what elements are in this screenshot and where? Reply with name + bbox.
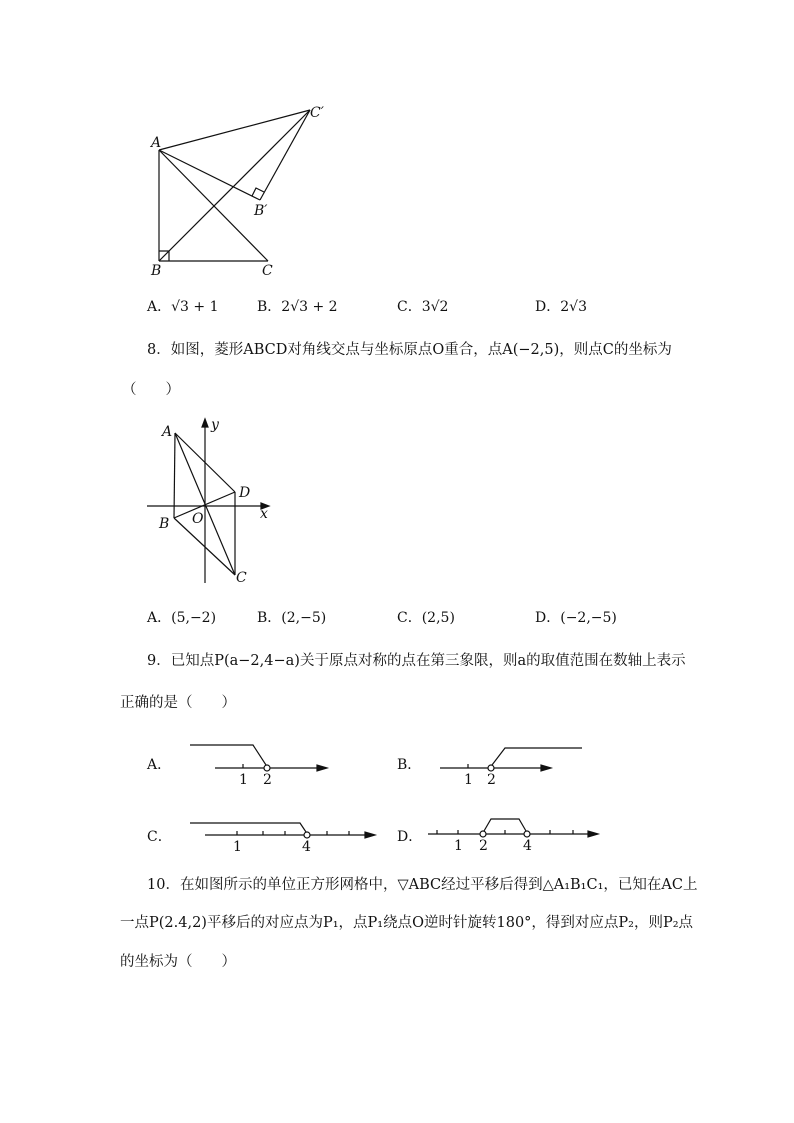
label-c-prime: C′ xyxy=(310,105,324,121)
q9-stem-line2: 正确的是（ ） xyxy=(120,695,236,711)
solution-ray xyxy=(190,823,306,832)
label-c: C xyxy=(236,570,247,586)
option-text: 2√3 xyxy=(560,299,587,315)
q7-option-a[interactable] xyxy=(147,296,219,316)
option-letter: C． xyxy=(397,299,422,315)
q9-option-b-letter[interactable]: B． xyxy=(397,757,422,773)
segment-b-c-prime xyxy=(159,110,310,261)
q7-option-b[interactable] xyxy=(257,296,338,316)
open-endpoint xyxy=(488,765,494,771)
option-text: 3√2 xyxy=(421,299,449,315)
option-letter: B． xyxy=(257,299,282,315)
solution-ray xyxy=(492,748,582,765)
option-text: (−2,−5) xyxy=(560,610,617,626)
option-text: √3 + 1 xyxy=(171,299,219,315)
open-endpoint xyxy=(264,765,270,771)
tick-label: 1 xyxy=(464,772,473,788)
solution-segment xyxy=(484,819,526,831)
open-endpoint xyxy=(304,832,310,838)
label-x: x xyxy=(260,506,268,522)
axis-arrow xyxy=(588,831,598,837)
option-text: (2,−5) xyxy=(281,610,327,626)
label-y: y xyxy=(211,417,219,433)
label-c: C xyxy=(262,263,273,279)
q7-figure xyxy=(140,95,350,285)
q9-stem-line1: 9．已知点P(a−2,4−a)关于原点对称的点在第三象限，则a的取值范围在数轴上表示 xyxy=(147,653,686,669)
option-text: 2√3 + 2 xyxy=(281,299,338,315)
option-letter: D． xyxy=(535,610,561,626)
option-letter: B． xyxy=(257,610,282,626)
q9-option-c-letter[interactable]: C． xyxy=(147,829,172,845)
tick-label: 2 xyxy=(263,772,272,788)
tick-label: 2 xyxy=(479,838,488,854)
option-letter: A． xyxy=(147,299,172,315)
tick-label: 1 xyxy=(233,839,242,855)
open-endpoint xyxy=(524,831,530,837)
option-letter: D． xyxy=(535,299,561,315)
q8-option-b[interactable] xyxy=(257,607,326,627)
label-a: A xyxy=(151,135,162,151)
label-b: B xyxy=(159,516,170,532)
q8-option-c[interactable] xyxy=(397,607,455,627)
option-letter: C． xyxy=(397,610,422,626)
axis-arrow xyxy=(365,832,375,838)
label-d: D xyxy=(239,485,251,501)
q7-option-c[interactable] xyxy=(397,296,448,316)
label-a: A xyxy=(162,424,173,440)
q10-stem-line1: 10．在如图所示的单位正方形网格中，▽ABC经过平移后得到△A₁B₁C₁，已知在AC上 xyxy=(147,877,698,893)
label-b-prime: B′ xyxy=(254,203,268,219)
open-endpoint xyxy=(480,831,486,837)
label-b: B xyxy=(151,263,162,279)
q7-option-d[interactable] xyxy=(535,296,587,316)
q8-stem-line2: （ ） xyxy=(122,382,180,398)
q8-stem-line1: 8．如图，菱形ABCD对角线交点与坐标原点O重合，点A(−2,5)，则点C的坐标为 xyxy=(147,342,672,358)
y-axis-arrow xyxy=(202,419,208,427)
option-text: (2,5) xyxy=(421,610,455,626)
q9-option-d-letter[interactable]: D． xyxy=(397,829,423,845)
q9-option-a-number-line[interactable] xyxy=(185,738,335,788)
tick-label: 4 xyxy=(302,839,311,855)
q9-option-d-number-line[interactable] xyxy=(425,812,605,854)
right-angle-mark-b-prime xyxy=(252,188,264,196)
q8-figure xyxy=(145,415,280,590)
q8-option-a[interactable] xyxy=(147,607,216,627)
q10-stem-line3: 的坐标为（ ） xyxy=(120,954,236,970)
label-o: O xyxy=(192,511,204,527)
q9-option-c-number-line[interactable] xyxy=(185,815,385,855)
tick-label: 1 xyxy=(454,838,463,854)
segment-ac-prime xyxy=(159,110,310,150)
rhombus-side-ab xyxy=(174,433,175,518)
segment-b-prime-c-prime xyxy=(260,110,310,200)
q8-option-d[interactable] xyxy=(535,607,617,627)
tick-label: 1 xyxy=(239,772,248,788)
axis-arrow xyxy=(317,765,327,771)
q10-stem-line2: 一点P(2.4,2)平移后的对应点为P₁，点P₁绕点O逆时针旋转180°，得到对应点P₂，则P₂点 xyxy=(120,915,694,931)
solution-ray xyxy=(190,745,266,765)
q9-option-b-number-line[interactable] xyxy=(435,738,585,788)
tick-label: 2 xyxy=(487,772,496,788)
option-text: (5,−2) xyxy=(171,610,217,626)
q9-option-a-letter[interactable]: A． xyxy=(147,757,172,773)
tick-label: 4 xyxy=(523,838,532,854)
axis-arrow xyxy=(541,765,551,771)
option-letter: A． xyxy=(147,610,172,626)
